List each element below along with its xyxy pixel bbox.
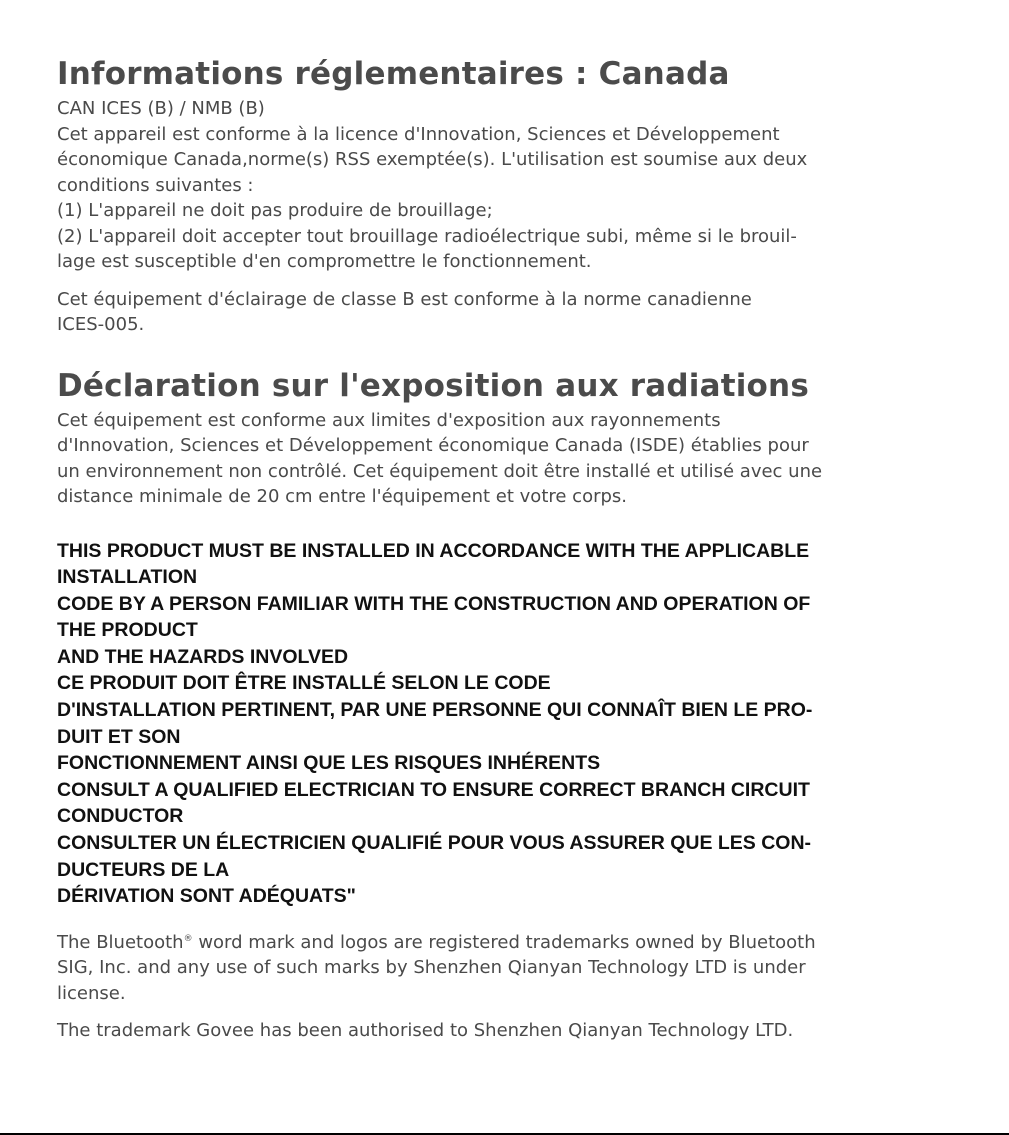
warning-line: DÉRIVATION SONT ADÉQUATS" (57, 885, 356, 908)
text-line: ICES-005. (57, 314, 145, 335)
bluetooth-suffix: word mark and logos are registered trademarks owned by Bluetooth (192, 931, 816, 953)
bluetooth-trademark-paragraph (57, 930, 957, 1007)
installation-warning-block (57, 538, 957, 910)
radiation-paragraph (57, 408, 957, 510)
text-line: distance minimale de 20 cm entre l'équipement et votre corps. (57, 486, 628, 507)
heading-radiation-exposure: Déclaration sur l'exposition aux radiations (57, 367, 809, 404)
registered-mark: ® (183, 933, 193, 944)
text-line: d'Innovation, Sciences et Développement économique Canada (ISDE) établies pour (57, 435, 809, 456)
warning-line: CONSULTER UN ÉLECTRICIEN QUALIFIÉ POUR VOUS ASSURER QUE LES CON- (57, 832, 812, 855)
warning-line: INSTALLATION (57, 566, 198, 589)
warning-line: AND THE HAZARDS INVOLVED (57, 645, 349, 668)
warning-line: CODE BY A PERSON FAMILIAR WITH THE CONSTRUCTION AND OPERATION OF (57, 592, 811, 615)
warning-line: THIS PRODUCT MUST BE INSTALLED IN ACCORDANCE WITH THE APPLICABLE (57, 539, 810, 562)
text-line: (2) L'appareil doit accepter tout brouillage radioélectrique subi, même si le brouil- (57, 225, 797, 247)
warning-line: DUCTEURS DE LA (57, 858, 230, 881)
warning-line: CE PRODUIT DOIT ÊTRE INSTALLÉ SELON LE CODE (57, 672, 551, 695)
text-line: un environnement non contrôlé. Cet équipement doit être installé et utilisé avec une (57, 460, 823, 482)
text-line: économique Canada,norme(s) RSS exemptée(s). L'utilisation est soumise aux deux (57, 149, 808, 170)
document-page (57, 54, 957, 1044)
govee-trademark-paragraph (57, 1018, 957, 1044)
warning-line: CONDUCTOR (57, 805, 184, 828)
warning-line: CONSULT A QUALIFIED ELECTRICIAN TO ENSURE CORRECT BRANCH CIRCUIT (57, 778, 810, 801)
text-line: (1) L'appareil ne doit pas produire de brouillage; (57, 200, 493, 221)
text-line: lage est susceptible d'en compromettre le fonctionnement. (57, 251, 592, 272)
warning-line: THE PRODUCT (57, 619, 198, 642)
text-line: SIG, Inc. and any use of such marks by Shenzhen Qianyan Technology LTD is under (57, 957, 806, 979)
text-line: Cet appareil est conforme à la licence d'Innovation, Sciences et Développement (57, 123, 780, 145)
lighting-paragraph (57, 287, 957, 338)
text-line: Cet équipement est conforme aux limites d'exposition aux rayonnements (57, 409, 721, 431)
text-line: CAN ICES (B) / NMB (B) (57, 98, 265, 119)
bluetooth-prefix: The Bluetooth (57, 931, 184, 953)
warning-line: D'INSTALLATION PERTINENT, PAR UNE PERSONNE QUI CONNAÎT BIEN LE PRO- (57, 699, 813, 722)
warning-line: FONCTIONNEMENT AINSI QUE LES RISQUES INHÉRENTS (57, 752, 601, 775)
text-line: license. (57, 982, 126, 1004)
warning-line: DUIT ET SON (57, 725, 181, 748)
regulatory-paragraph (57, 96, 957, 275)
text-line (57, 930, 957, 956)
text-line: The trademark Govee has been authorised to Shenzhen Qianyan Technology LTD. (57, 1020, 794, 1042)
text-line: Cet équipement d'éclairage de classe B est conforme à la norme canadienne (57, 288, 752, 310)
heading-regulatory-canada: Informations réglementaires : Canada (57, 56, 730, 92)
text-line: conditions suivantes : (57, 174, 254, 196)
